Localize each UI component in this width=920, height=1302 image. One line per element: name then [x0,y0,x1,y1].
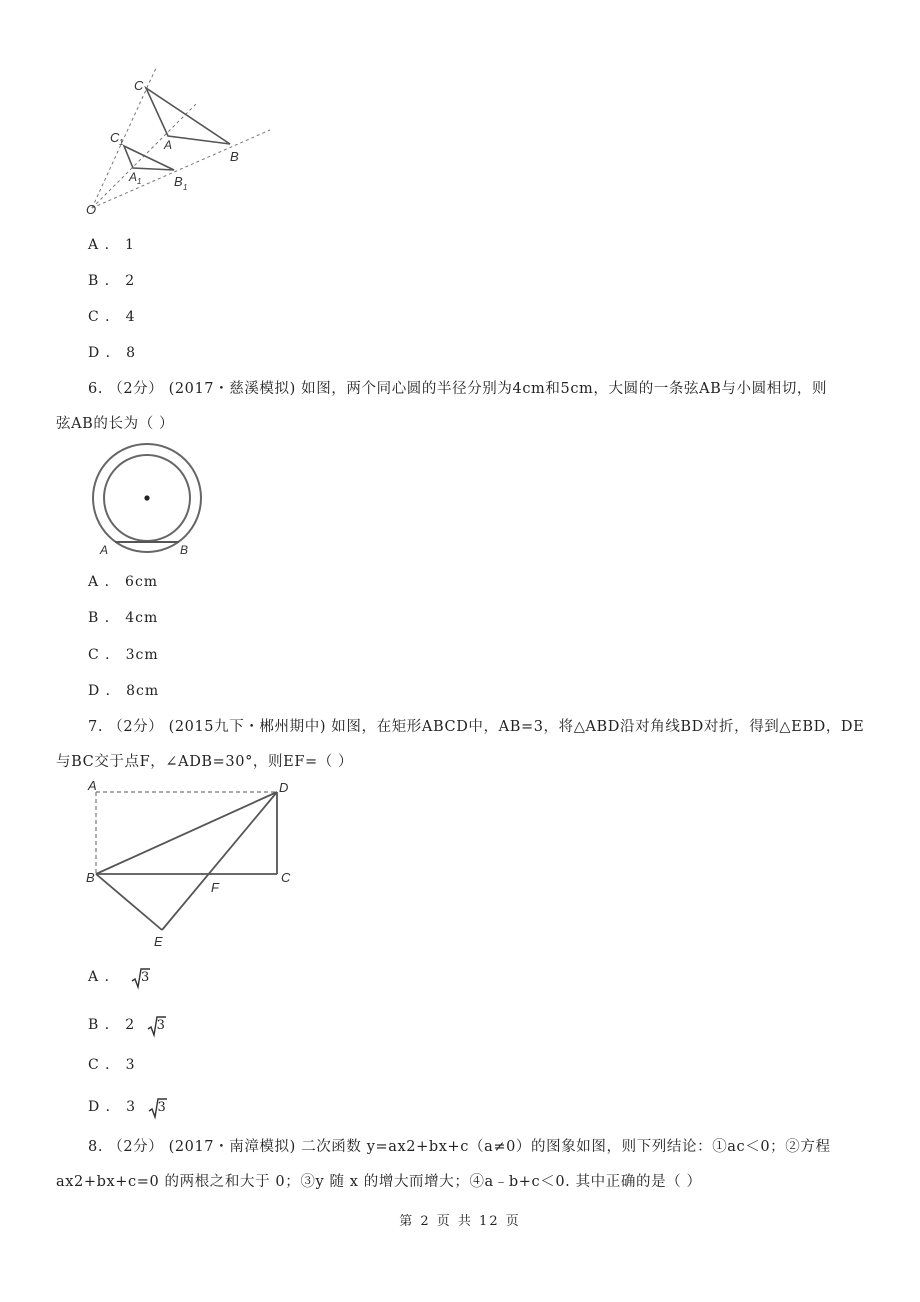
q7-stem-line1: 7. （2分） (2015九下・郴州期中) 如图，在矩形ABCD中，AB=3，将△ABD沿对角线BD对折，得到△EBD，DE [88,719,865,735]
diagonal-bd [96,792,277,874]
q6-stem-line1: 6. （2分） (2017・慈溪模拟) 如图，两个同心圆的半径分别为4cm和5cm，大圆的一条弦AB与小圆相切，则 [88,381,828,397]
label-a: A [164,138,173,152]
label-b1-sub: 1 [183,183,188,192]
label-b: B [180,543,189,557]
label-a: A [100,543,109,557]
label-c1: C [110,130,120,145]
label-f: F [211,880,219,895]
label-b: B [230,149,239,164]
radicand: 3 [156,1018,166,1033]
q6-option-d[interactable]: D ． 8cm [88,683,160,699]
q7-option-b[interactable]: B ． 2 3 [88,1014,167,1038]
label-a: A [88,778,97,793]
q7-option-a[interactable]: A ． 3 [88,966,151,990]
label-e: E [154,934,163,949]
label-c1-sub: 1 [119,138,124,147]
edge-be [96,874,162,930]
q6-option-a[interactable]: A ． 6cm [88,574,159,590]
q7-figure [84,776,304,952]
q8-stem-line2: ax2+bx+c=0 的两根之和大于 0；③y 随 x 的增大而增大；④a﹣b+c＜0. 其中正确的是（ ） [56,1174,702,1190]
label-a1-sub: 1 [137,177,142,186]
q6-option-c[interactable]: C ． 3cm [88,647,159,663]
page-footer: 第 2 页 共 12 页 [399,1214,521,1229]
sqrt-symbol [131,968,151,990]
q7-option-c[interactable]: C ． 3 [88,1057,136,1073]
q5-figure [80,60,280,220]
radicand: 3 [141,970,151,985]
sqrt-symbol [147,1016,167,1038]
q5-option-d[interactable]: D ． 8 [88,345,137,361]
q6-option-b[interactable]: B ． 4cm [88,610,159,626]
label-c: C [134,78,144,93]
label-c: C [281,870,291,885]
center-point [144,495,149,500]
q7-option-d[interactable]: D ． 3 3 [88,1096,168,1120]
ray-oa [92,102,198,208]
q7-stem-line2: 与BC交于点F，∠ADB=30°，则EF=（ ） [56,754,354,770]
q5-option-c[interactable]: C ． 4 [88,309,136,325]
label-b: B [86,870,95,885]
q6-stem-line2: 弦AB的长为（ ） [56,416,175,432]
triangle-abc [146,88,230,144]
label-o: O [86,202,97,217]
label-a1: A [129,170,138,184]
q5-option-a[interactable]: A ． 1 [88,237,135,253]
q8-stem-line1: 8. （2分） (2017・南漳模拟) 二次函数 y=ax2+bx+c（a≠0）的图象如图，则下列结论：①ac＜0；②方程 [88,1139,831,1155]
sqrt-symbol [148,1098,168,1120]
label-d: D [279,780,289,795]
q5-option-b[interactable]: B ． 2 [88,273,136,289]
radicand: 3 [157,1100,167,1115]
label-b1: B [174,174,183,189]
q6-figure [88,440,218,562]
edge-de [162,792,277,930]
